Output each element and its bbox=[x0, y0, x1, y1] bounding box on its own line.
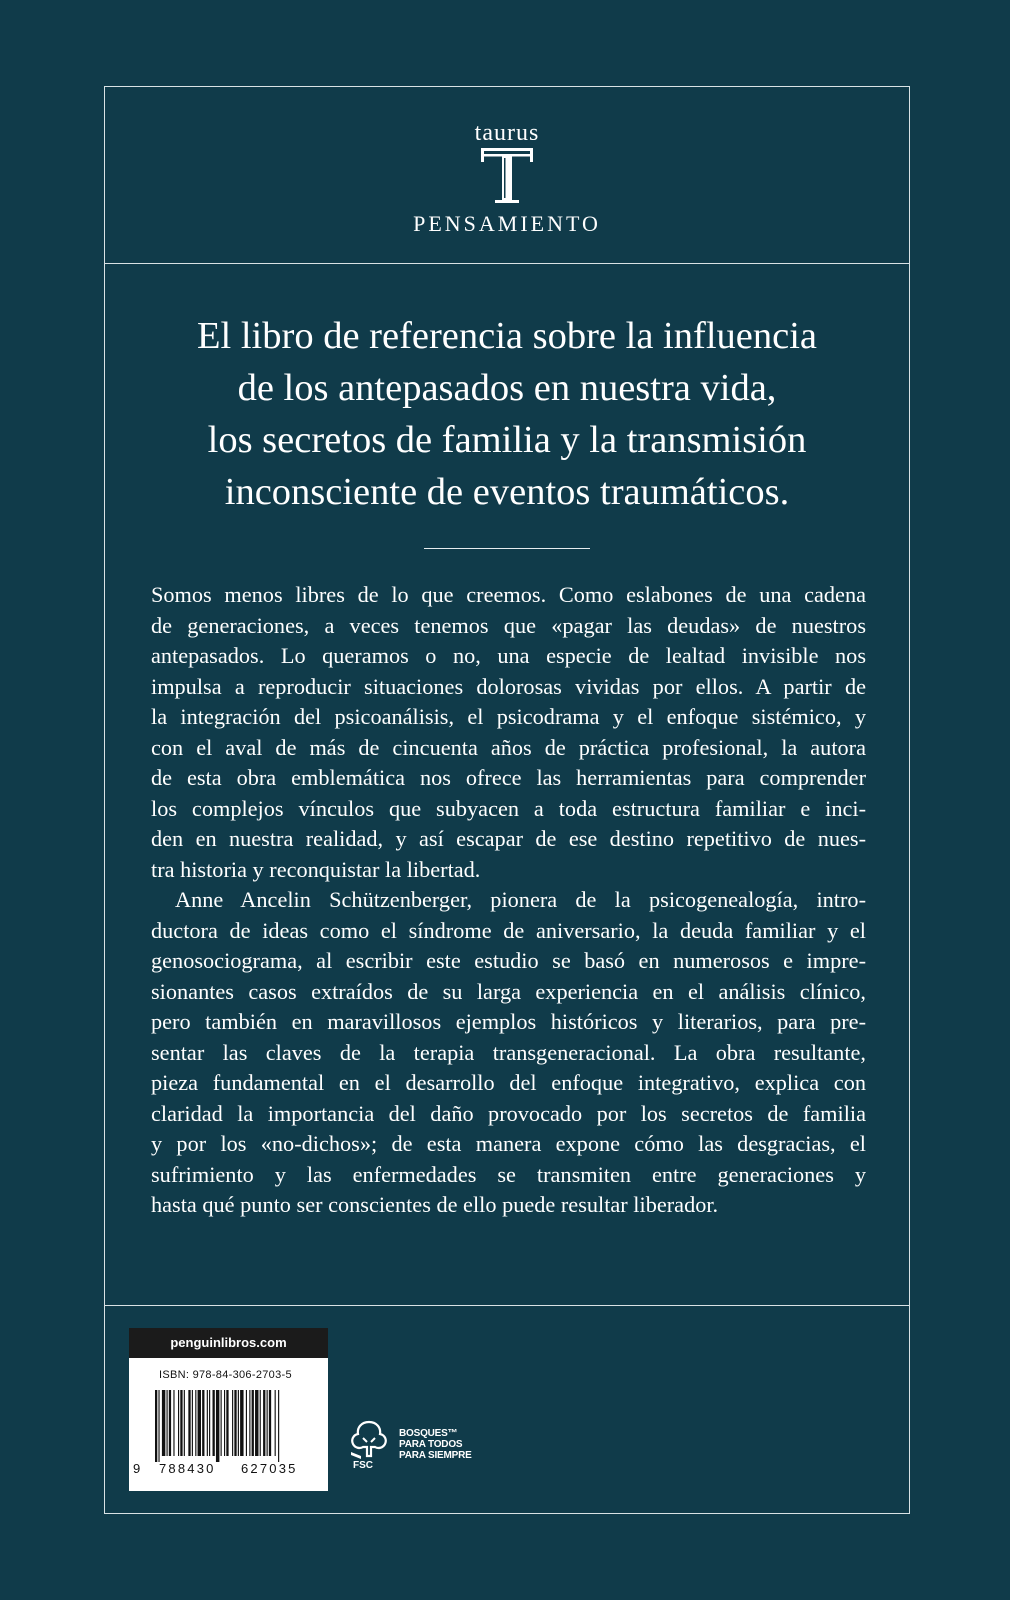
synopsis-line: tra historia y reconquistar la libertad. bbox=[151, 856, 481, 882]
synopsis-line: y por los «no-dichos»; de esta manera expone cómo las desgracias, el bbox=[151, 1131, 866, 1156]
headline-line: los secretos de familia y la transmisión bbox=[207, 419, 807, 461]
synopsis-line: impulsa a reproducir situaciones dolorosas vividas por ellos. A partir de bbox=[151, 673, 866, 699]
headline-line: de los antepasados en nuestra vida, bbox=[237, 367, 777, 409]
fsc-slogan-line: PARA SIEMPRE bbox=[399, 1450, 472, 1461]
fsc-label: FSC bbox=[353, 1460, 373, 1471]
fsc-slogan bbox=[399, 1428, 472, 1461]
synopsis-line: den en nuestra realidad, y así escapar de ese destino repetitivo de nues- bbox=[151, 826, 866, 851]
synopsis-line: claridad la importancia del daño provocado por los secretos de familia bbox=[151, 1100, 866, 1126]
synopsis bbox=[151, 580, 866, 1221]
barcode-digits-left: 788430 bbox=[159, 1461, 216, 1476]
isbn-label: ISBN: 978-84-306-2703-5 bbox=[159, 1369, 292, 1381]
synopsis-line: Somos menos libres de lo que creemos. Como eslabones de una cadena bbox=[151, 582, 866, 607]
synopsis-line: hasta qué punto ser conscientes de ello puede resultar liberador. bbox=[151, 1192, 719, 1217]
fsc-tree-icon bbox=[347, 1418, 391, 1462]
publisher-block bbox=[104, 120, 910, 236]
barcode-panel bbox=[129, 1328, 328, 1491]
barcode-digit-lead: 9 bbox=[133, 1461, 143, 1476]
fsc-certification bbox=[347, 1418, 497, 1478]
synopsis-line: los complejos vínculos que subyacen a toda estructura familiar e inci- bbox=[151, 795, 866, 821]
headline-separator bbox=[424, 548, 590, 549]
synopsis-line: de esta obra emblemática nos ofrece las herramientas para comprender bbox=[151, 765, 866, 790]
synopsis-line: de generaciones, a veces tenemos que «pagar las deudas» de nuestros bbox=[151, 612, 866, 638]
header-divider bbox=[104, 263, 910, 264]
synopsis-line: ductora de ideas como el síndrome de aniversario, la deuda familiar y el bbox=[151, 917, 866, 943]
synopsis-line: sufrimiento y las enfermedades se transmiten entre generaciones y bbox=[151, 1161, 866, 1187]
synopsis-line: sionantes casos extraídos de su larga experiencia en el análisis clínico, bbox=[151, 978, 866, 1004]
barcode-digits-right: 627035 bbox=[241, 1461, 298, 1476]
synopsis-line: genosociograma, al escribir este estudio se basó en numerosos e impre- bbox=[151, 948, 866, 973]
synopsis-line: pieza fundamental en el desarrollo del enfoque integrativo, explica con bbox=[151, 1070, 866, 1095]
synopsis-line: con el aval de más de cincuenta años de práctica profesional, la autora bbox=[151, 734, 866, 760]
synopsis-line: antepasados. Lo queramos o no, una especie de lealtad invisible nos bbox=[151, 643, 866, 668]
fsc-slogan-line: PARA TODOS bbox=[399, 1439, 463, 1450]
headline-line: inconsciente de eventos traumáticos. bbox=[224, 471, 790, 513]
synopsis-line: sentar las claves de la terapia transgeneracional. La obra resultante, bbox=[151, 1039, 866, 1065]
synopsis-line: la integración del psicoanálisis, el psicodrama y el enfoque sistémico, y bbox=[151, 704, 866, 729]
synopsis-line: pero también en maravillosos ejemplos históricos y literarios, para pre- bbox=[151, 1009, 866, 1034]
collection-name: PENSAMIENTO bbox=[413, 211, 601, 236]
fsc-slogan-line: BOSQUES™ bbox=[399, 1428, 458, 1439]
headline bbox=[140, 310, 874, 518]
synopsis-line: Anne Ancelin Schützenberger, pionera de la psicogenealogía, intro- bbox=[175, 887, 866, 912]
footer-divider bbox=[104, 1305, 910, 1306]
taurus-t-logo-icon bbox=[481, 148, 533, 206]
publisher-name: taurus bbox=[474, 120, 540, 146]
publisher-website: penguinlibros.com bbox=[129, 1328, 328, 1358]
barcode-icon bbox=[129, 1390, 328, 1462]
headline-line: El libro de referencia sobre la influencia bbox=[197, 315, 817, 357]
